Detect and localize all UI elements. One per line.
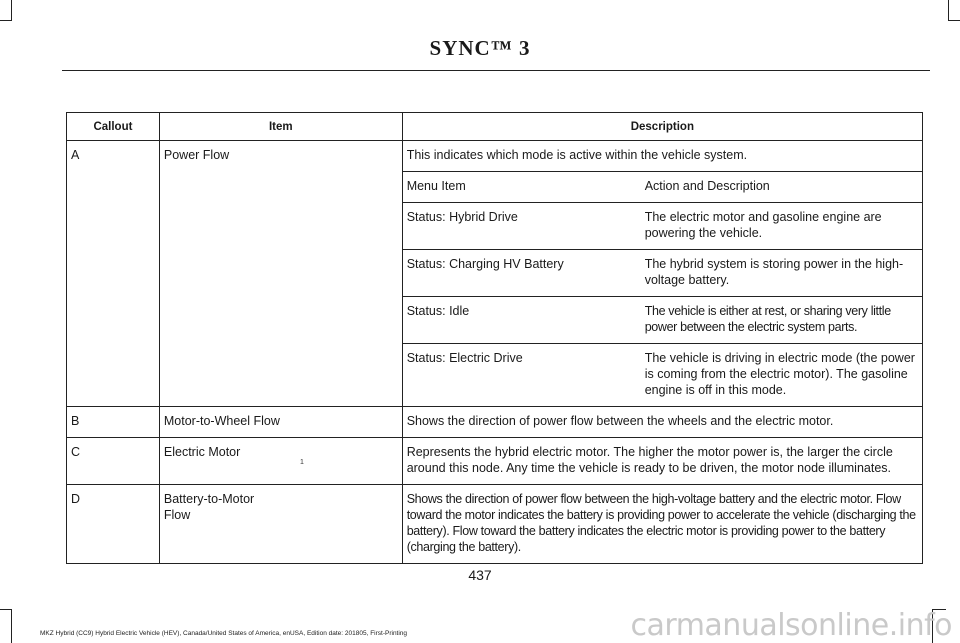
- page-header-title: SYNC™ 3: [429, 36, 531, 60]
- subtable-header-menu-item: Menu Item: [403, 172, 641, 203]
- menu-item-cell: Status: Electric Drive: [406, 351, 523, 365]
- table-header-row: [67, 113, 923, 141]
- header-rule: [62, 70, 930, 71]
- subtable-header-row: [403, 172, 922, 203]
- margin-marker: 1: [300, 459, 304, 466]
- subtable-row: [403, 203, 922, 250]
- item-cell: Power Flow: [159, 141, 402, 407]
- item-text: Battery-to-Motor Flow: [163, 492, 255, 522]
- callout-cell: C: [67, 438, 160, 485]
- callout-cell: A: [67, 141, 160, 407]
- table-row: [67, 438, 923, 485]
- table-row: [67, 141, 923, 407]
- header-callout: Callout: [67, 113, 160, 141]
- menu-item-cell: Status: Charging HV Battery: [403, 250, 641, 297]
- crop-mark-top-right-h: [948, 20, 960, 21]
- callout-cell: D: [67, 485, 160, 564]
- crop-mark-bottom-left-h: [0, 609, 12, 610]
- crop-mark-bottom-left-v: [11, 609, 12, 643]
- action-description-cell: The hybrid system is storing power in the high-voltage battery.: [641, 250, 922, 297]
- menu-item-subtable: [403, 172, 922, 406]
- table-row: [67, 485, 923, 564]
- item-cell: Motor-to-Wheel Flow: [159, 407, 402, 438]
- menu-item-cell: Status: Hybrid Drive: [403, 203, 641, 250]
- crop-mark-top-right-v: [948, 0, 949, 21]
- subtable-row: [403, 250, 922, 297]
- subtable-header-action: Action and Description: [641, 172, 922, 203]
- header-item: Item: [159, 113, 402, 141]
- action-description-cell: The vehicle is either at rest, or sharing very little power between the electric system parts.: [641, 297, 922, 344]
- subtable-row: [403, 297, 922, 344]
- action-description-cell: The electric motor and gasoline engine are powering the vehicle.: [641, 203, 922, 250]
- item-cell: [159, 485, 402, 564]
- description-cell: Shows the direction of power flow between the high-voltage battery and the electric motor. Flow toward the motor indicates the battery is providing power to accelerate the vehicle (discharging the battery). Flow toward the battery indicates the electric motor is providing power to the battery (charging the battery).: [402, 485, 922, 564]
- description-text: This indicates which mode is active within the vehicle system.: [403, 141, 922, 172]
- watermark: carmanualsonline.info: [630, 608, 952, 643]
- action-description-cell: The vehicle is driving in electric mode (the power is coming from the electric motor). The gasoline engine is off in this mode.: [644, 351, 915, 397]
- callout-cell: B: [67, 407, 160, 438]
- description-cell: Represents the hybrid electric motor. The higher the motor power is, the larger the circle around this node. Any time the vehicle is ready to be driven, the motor node illuminates.: [402, 438, 922, 485]
- description-cell: [402, 141, 922, 407]
- menu-item-cell: Status: Idle: [403, 297, 641, 344]
- footer-text: MKZ Hybrid (CC9) Hybrid Electric Vehicle (HEV), Canada/United States of America, enUSA, Edition date: 201805, First-Printing: [40, 630, 408, 637]
- subtable-row: [403, 344, 922, 407]
- crop-mark-top-left-v: [11, 0, 12, 21]
- item-cell: Electric Motor: [159, 438, 402, 485]
- page-number: 437: [468, 567, 492, 583]
- table-row: [67, 407, 923, 438]
- callout-table: [66, 112, 923, 564]
- header-description: Description: [402, 113, 922, 141]
- description-cell: Shows the direction of power flow between the wheels and the electric motor.: [402, 407, 922, 438]
- crop-mark-top-left-h: [0, 20, 12, 21]
